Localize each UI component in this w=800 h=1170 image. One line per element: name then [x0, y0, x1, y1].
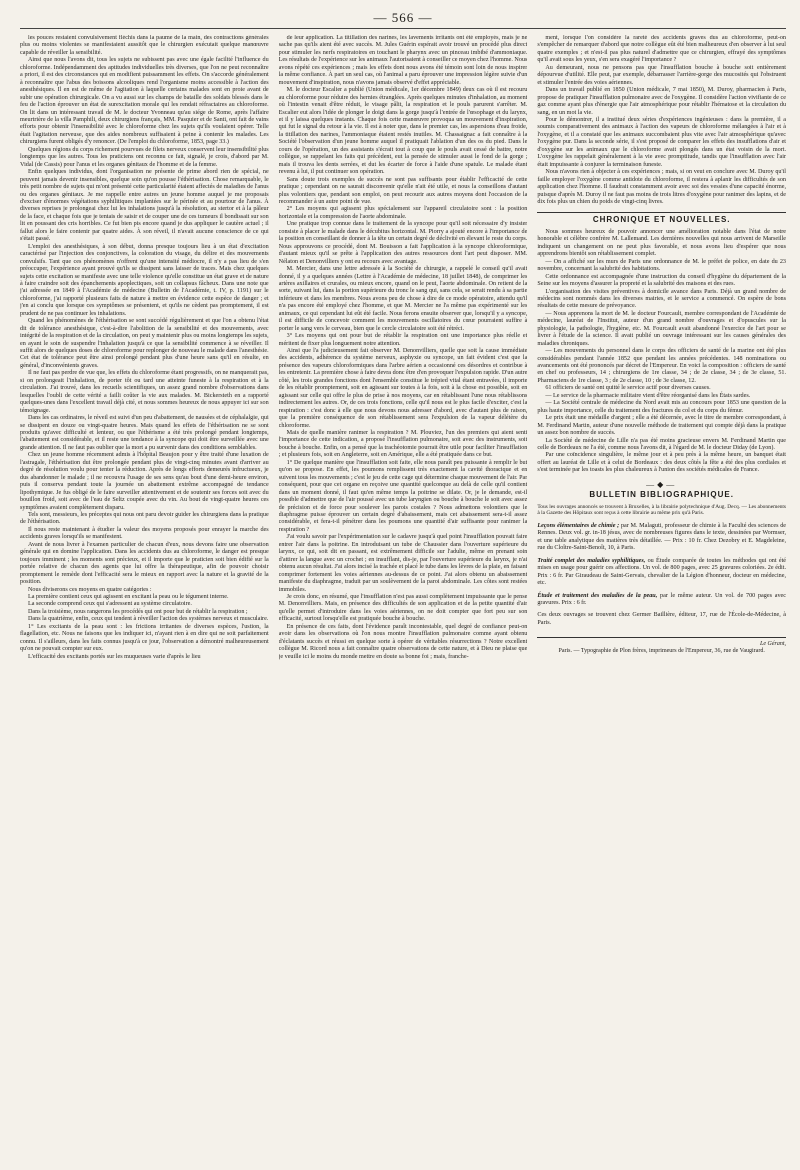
- paragraph: Je crois donc, en résumé, que l'insufflation n'est pas aussi complètement impuissante que le pense M. Denonvilliers. Mais, en présence des difficultés de son application et de la petite quantité d'air qu'elle permet d'introduire dans les voies aériennes, on ne doit compter que fort peu sur son efficacité, surtout lorsqu'elle est pratiquée bouche à bouche.: [278, 593, 528, 623]
- paragraph: Quelques régions du corps richement pourvues de filets nerveux conservent leur insensibilité plus longtemps que les autres. Tous les praticiens ont reconnu ce fait, signalé, je crois, d'abord par M. Vidal (de Cassis) pour l'anus et les organes génitaux de l'homme et de la femme.: [20, 146, 269, 168]
- column-2: [279, 35, 528, 1167]
- paragraph: La première contient ceux qui agissent en excitant la peau ou le tégument interne.: [28, 593, 229, 600]
- paragraph: les pouces restaient convulsivement fléchis dans la paume de la main, des contractions générales plus ou moins violentes se manifestaient aussitôt que le chirurgien exécutait quelque manœuvre capable de réveiller la sensibilité.: [20, 35, 269, 56]
- paragraph: L'efficacité des excitants portés sur les muqueuses varie d'après le lieu: [28, 653, 201, 660]
- paragraph: ment, lorsque l'on considère la rareté des accidents graves dus au chloroforme, peut-on s'empêcher de remarquer d'abord que notre collègue eût été bien malheureux d'en observer à lui seul quatre exemples ; et n'est-il pas plus naturel d'admettre que ce chirurgien, effrayé des symptômes qu'il avait sous les yeux, s'en sera exagéré l'importance ?: [537, 35, 786, 64]
- paragraph: 3° Les moyens qui ont pour but de rétablir la respiration ont une importance plus réelle et méritent de fixer plus longuement notre attention.: [278, 333, 528, 347]
- section-divider: [537, 212, 786, 213]
- paragraph: Dans la quatrième, enfin, ceux qui tendent à réveiller l'action des systèmes nerveux et musculaire.: [28, 616, 269, 623]
- news-item: — On a affiché sur les murs de Paris une ordonnance de M. le préfet de police, en date du 23 novembre, concernant la salubrité des habitations.: [537, 258, 786, 273]
- chronique-body: [537, 229, 786, 475]
- paragraph: Dans la troisième, nous rangerons les procédés qui ont pour but de rétablir la respiration ;: [28, 608, 248, 615]
- paragraph: L'emploi des anesthésiques, à son début, donna presque toujours lieu à un état d'excitation caractérisé par l'injection des conjonctives, la coloration du visage, du délire et des mouvements convulsifs. Tant que ces phénomènes n'offrent qu'une intensité médiocre, il n'y a pas lieu de s'en préoccuper, l'expérience ayant prouvé qu'ils se dissipent sans laisser de traces. Mais chez quelques sujets cette excitation se manifeste avec une telle violence qu'elle constitue un état grave et de nature à faire craindre soit des épanchements apoplectiques, soit un collapsus fâcheux. Dans une note que j'ai adressée en 1849 à l'Académie de médecine (Bulletin de l'Académie, t. IV, p. 1191) sur le chloroforme, j'ai rapporté plusieurs faits de nature à mettre en évidence cette espèce de danger ; et j'en ai conclu que lorsque ces symptômes se présentent, et qu'ils ne cèdent pas promptement, il est prudent de ne pas continuer les inhalations.: [20, 243, 269, 317]
- paragraph: Avant de nous livrer à l'examen particulier de chacun d'eux, nous devons faire une observation générale qui en domine l'application. Dans les accidents dus au chloroforme, le danger est presque toujours imminent ; les moments sont précieux, et il importe que le praticien soit bien édifié sur la portée relative de chacun des agents que lui offre la thérapeutique, afin de pouvoir choisir promptement le remède dont l'efficacité sera le mieux en rapport avec la nature et la gravité de la position.: [20, 541, 269, 586]
- column-3: [537, 35, 786, 1167]
- paragraph: J'ai voulu savoir par l'expérimentation sur le cadavre jusqu'à quel point l'insufflation pouvait faire entrer l'air dans la poitrine. En introduisant un tube de Chaussier dans l'ouverture supérieure du larynx, ce qui, soit dit en passant, est extrêmement difficile sur l'adulte, même en prenant soin d'attirer la langue avec un crochet ; en insufflant, dis-je, par l'ouverture supérieure du larynx, je n'ai obtenu aucun résultat. J'ai alors incisé la trachée et placé le tube dans les lèvres de la plaie, en faisant comprimer fortement les voies aériennes au-dessus de ce point. J'ai alors obtenu un abaissement manifeste du diaphragme, traduit par un soulèvement de la paroi abdominale. Les côtes sont restées immobiles.: [278, 534, 528, 593]
- news-item: Nous sommes heureux de pouvoir annoncer une amélioration notable dans l'état de notre honorable et célèbre confrère M. Lallemand. Les dernières nouvelles qui nous arrivent de Marseille indiquent un changement on ne peut plus favorable, et nous avons lieu d'espérer que nous apprendrons bientôt son rétablissement complet.: [537, 228, 786, 258]
- news-item: — Le service de la pharmacie militaire vient d'être réorganisé dans les États sardes.: [545, 392, 751, 399]
- gerant-label: Le Gérant,: [760, 641, 786, 648]
- news-item: La Société de médecine de Lille n'a pas été moins gracieuse envers M. Ferdinand Martin que celle de Bordeaux ne l'a été, comme nous l'avons dit, à l'égard de M. le docteur Diday (de Lyon).: [537, 437, 786, 452]
- paragraph: Dans les cas ordinaires, le réveil est suivi d'un peu d'abattement, de nausées et de céphalalgie, qui se dissipent en douze ou vingt-quatre heures. Mais quand les effets de l'éthérisation ne se sont produits qu'avec difficulté et lenteur, ou que l'éthérisme a été très prolongé pendant longtemps, l'abattement est considérable, et il reste une tendance à la syncope qui doit être surveillée avec une grande attention. Il ne faut pas oublier que la mort a pu survenir dans des conditions semblables.: [20, 415, 269, 451]
- bulletin-intro: Tous les ouvrages annoncés se trouvent à Bruxelles, à la librairie polytechnique d'Aug. Decq. — Les abonnements à la Gazette des Hôpitaux sont reçus à cette librairie au même prix qu'à Paris.: [537, 503, 786, 517]
- paragraph: Quand les phénomènes de l'éthérisation se sont succédé régulièrement et que l'on a obtenu l'état dit de tolérance anesthésique, c'est-à-dire l'abolition de la sensibilité et des mouvements, avec intégrité de la respiration et de la circulation, on peut y maintenir plus ou moins longtemps les sujets, en ayant le soin de suspendre l'inhalation jusqu'à ce que la sensibilité commence à se réveiller. Il suffit alors de quelques doses de chloroforme pour replonger de nouveau le malade dans l'anesthésie. Cet état de tolérance peut être ainsi prolongé pendant plus d'une heure sans qu'il en résulte, en général, d'inconvénients graves.: [20, 318, 269, 369]
- news-item: Le prix était une médaille d'argent ; elle a été décernée, avec le titre de membre correspondant, à M. Ferdinand Martin, auteur d'une nouvelle méthode de traitement qui compte déjà dans la pratique un assez bon nombre de succès.: [537, 415, 786, 437]
- bibliography-entry: [537, 593, 786, 608]
- paragraph: Ainsi que l'a judicieusement fait observer M. Denonvilliers, quelle que soit la cause immédiate des accidents, adhérence du système nerveux, asphyxie ou syncope, un fait évident c'est que la présence des vapeurs chloroformiques dans l'arbre aérien a occasionné ces désordres et contribue à les entretenir. La première chose à faire devra donc être d'en provoquer l'expulsion rapide. D'un autre côté, les trois grandes fonctions dont l'ensemble constitue le trépied vital étant entravées, il importe de les rétablir promptement, soit en agissant sur toutes à la fois, soit à la chose est possible, soit en agissant sur celle qui offre le plus de prise à nos moyens, car en rétablissant l'une nous rétablissons indirectement les autres. Or, de ces trois fonctions, celle qu'il nous est le plus facile d'exciter, c'est la respiration : c'est donc à elle que nous devons nous adresser d'abord, avec d'autant plus de raison, que la première conséquence de son rétablissement sera l'expulsion de la vapeur délétère du chloroforme.: [278, 348, 528, 429]
- paragraph: M. Mercier, dans une lettre adressée à la Société de chirurgie, a rappelé le conseil qu'il avait donné, il y a quelques années (Lettre à l'Académie de médecine, 18 juillet 1848), de comprimer les artères axillaires et crurales, ou mieux encore, quand on le peut, l'aorte abdominale. On retient de la sorte, suivant lui, dans la portion supérieure du tronc le sang qui, sans cela, se serait rendu à sa partie inférieure et dans les membres. Nous avons peu de chose à dire de ce mode opératoire, attendu qu'il n'a pas encore été employé chez l'homme, et que M. Mercier ne l'a même pas expérimenté sur les animaux, ce qui cependant lui eût été facile. Nous ferons ensuite observer que, lorsqu'il y a syncope, il est difficile de concevoir comment les mouvements oscillatoires du cœur pourraient suffire à porter le sang vers le cerveau, bien que le cercle circulatoire soit été rétréci.: [278, 266, 528, 332]
- article-columns: [20, 35, 786, 1167]
- paragraph: En présence de ces faits, dont l'évidence paraît incontestable, quel degré de confiance peut-on avoir dans les observations où l'on nous montre l'insufflation pulmonaire comme ayant obtenu d'éclatants succès et réussi en quelque sorte à opérer de véritables résurrections ? Notre excellent collègue M. Ricord nous a fait connaître quatre observations de cette nature, et à Dieu ne plaise que je veuille ici le moins du monde mettre en doute sa bonne foi ; mais, franche-: [278, 623, 528, 660]
- bibliography-entry: [537, 523, 786, 553]
- book-details: par le même auteur. Un vol. de 700 pages avec gravures. Prix : 6 fr.: [537, 592, 786, 606]
- paragraph: Enfin quelques individus, dont l'organisation ne présente de prime abord rien de spécial, ne peuvent jamais devenir insensibles, quelque soin qu'on pousse l'éthérisation. Chose remarquable, le très petit nombre de sujets qui m'ont présenté cette particularité étaient affectés de maladies de l'anus ou des organes génitaux. Je me rappelle entre autres un jeune homme auquel je me proposais d'exciser d'énormes végétations syphilitiques implantées sur le périnée et au pourtour de l'anus. À diverses reprises je prolongeai chez lui les inhalations jusqu'à la résolution, au stertor et à la pâleur de la face, et chaque fois que je tentais de saisir et de couper une de ces tumeurs il bondissait sur son lit en poussant des cris horribles. Ce fut bien pis encore quand je dus appliquer le cautère actuel ; il fallut alors le faire contenir par quatre aides. À son réveil, il n'avait aucune conscience de ce qui s'était passé.: [20, 169, 269, 243]
- imprint: Paris. — Typographie de Plon frères, imprimeurs de l'Empereur, 36, rue de Vaugirard.: [558, 648, 765, 655]
- paragraph: Nous diviserons ces moyens en quatre catégories :: [28, 586, 152, 593]
- news-item: — Nous apprenons la mort de M. le docteur Fourcault, membre correspondant de l'Académie de médecine, lauréat de l'Institut, auteur d'un grand nombre d'ouvrages et d'opuscules sur la physiologie, la pathologie, l'hygiène, etc. M. Fourcault avait abandonné l'exercice de l'art pour se livrer à l'étude de la science. Il avait publié un ouvrage intéressant sur les causes générales des maladies chroniques.: [537, 310, 786, 347]
- bibliography-entry: [537, 612, 786, 627]
- book-details: Ces deux ouvrages se trouvent chez Germer Baillière, éditeur, 17, rue de l'École-de-Médecine, à Paris.: [537, 612, 786, 626]
- paragraph: Dans un travail publié en 1850 (Union médicale, 7 mai 1850), M. Duroy, pharmacien à Paris, propose de pratiquer l'insufflation pulmonaire avec de l'oxygène. Il considère l'action vivifiante de ce gaz comme ayant plus d'énergie que l'air atmosphérique pour rétablir l'hématose et la circulation du sang, en un mot la vie.: [537, 87, 786, 116]
- page-number: — 566 —: [20, 10, 786, 29]
- paragraph: Chez un jeune homme récemment admis à l'hôpital Beaujon pour y être traité d'une luxation de l'astragale, l'éthérisation dut être prolongée pendant plus de vingt-cinq minutes avant d'arriver au degré de résolution voulu pour tenter la réduction. Après de longs efforts demeurés infructueux, je dus abandonner le malade ; il ne recouvra l'usage de ses sens qu'au bout d'une demi-heure environ, puis il conserva pendant toute la journée un abattement extrême accompagné de tendance lipothymique. Je fus obligé de le faire surveiller attentivement et de soutenir ses forces soit avec du bouillon froid, soit avec de l'eau de Seltz coupée avec du vin. Au bout de vingt-quatre heures ces symptômes avaient complètement disparu.: [20, 452, 269, 511]
- news-item: — Les mouvements du personnel dans le corps des officiers de santé de la marine ont été plus considérables pendant l'année 1852 que pendant les années précédentes. 148 nominations ou avancements ont été prononcés par décret de l'Empereur. En voici la composition : officiers de santé en chef ou professeurs, 14 ; chirurgiens de 1re classe, 34 ; de 2e classe, 34 ; de 3e classe, 51. Pharmaciens de 1re classe, 3 ; de 2e classe, 10 ; de 3e classe, 12.: [537, 348, 786, 384]
- paragraph: Nous n'avons rien à objecter à ces expériences ; mais, si on veut en conclure avec M. Duroy qu'il faille employer l'oxygène comme antidote du chloroforme, il restera à aplanir les difficultés de son application chez l'homme. Il faudrait constamment avoir avec soi des vessies d'une capacité énorme, puisque d'après M. Duroy il ne faut pas moins de trois litres d'oxygène pour ranimer des lapins, et de dix fois plus un chien du poids de vingt-cinq livres.: [537, 169, 786, 205]
- news-item: L'organisation des visites préventives à domicile avance dans Paris. Déjà un grand nombre de médecins sont nommés dans les diverses mairies, et le service a commencé. On espère de bons résultats de cette mesure de prévoyance.: [537, 288, 786, 310]
- book-title: Leçons élémentaires de chimie ;: [537, 522, 620, 529]
- paragraph: Il ne faut pas perdre de vue que, les effets du chloroforme étant progressifs, on ne manquerait pas, si on prolongeait l'inhalation, de porter tôt ou tard une atteinte funeste à la respiration et à la circulation. J'ai trouvé, dans les recueils scientifiques, un assez grand nombre d'observations dans lesquelles l'oubli de cette vérité a failli coûter la vie aux malades. M. Bickersteth en a rapporté quelques-unes dans l'excellent travail déjà cité, et nous sommes heureux de nous appuyer ici sur son témoignage.: [20, 370, 269, 414]
- paragraph: Ainsi que nous l'avons dit, tous les sujets ne subissent pas avec une égale facilité l'influence du chloroforme. Indépendamment des aptitudes individuelles très diverses, que l'on ne peut reconnaître a priori, il est des circonstances qui en modifient puissamment les effets. On s'accorde généralement à reconnaître que l'abus des boissons alcooliques rend l'organisme moins accessible à l'action des anesthésiques. Il en est de même de l'agitation à laquelle certains malades sont en proie avant de subir une opération chirurgicale. On a vu aussi sur les champs de bataille des soldats blessés dans le feu de l'action éprouver un état de surexcitation morale qui les rendait réfractaires au chloroforme. On lit dans un intéressant travail de M. le docteur Yvonneau qu'au siége de Rome, après l'affaire meurtrière de la villa Pamphili, deux chirurgiens français, MM. Pasquier et de Santi, ont fait de vains efforts pour obtenir l'insensibilité avec le chloroforme chez les sujets qu'ils voulaient opérer. Telle était l'agitation nerveuse, que des aides nombreux suffisaient à peine à contenir les malades. Les chirurgiens furent obligés d'y renoncer. (De l'emploi du chloroforme, 1853, page 33.): [20, 57, 269, 146]
- paragraph: Pour le démontrer, il a institué deux séries d'expériences ingénieuses : dans la première, il a soumis comparativement des animaux à l'action des vapeurs de chloroforme mélangées à l'air et à l'oxygène, et il a constaté que les animaux succombaient plus vite avec l'air atmosphérique qu'avec l'oxygène pur. Dans la seconde série, il s'est proposé de comparer les effets des insufflations d'air et d'oxygène sur les animaux que le chloroforme avait plongés dans un état voisin de la mort. L'oxygène les rappelait généralement à la vie avec promptitude, tandis que l'insufflation avec l'air était impuissante à conjurer la terminaison funeste.: [537, 116, 786, 168]
- paragraph: Mais de quelle manière ranimer la respiration ? M. Plouviez, l'un des premiers qui aient senti l'importance de cette indication, a proposé l'insufflation pulmonaire, soit avec des instruments, soit bouche à bouche. Enfin, on a pensé que la trachéotomie pourrait être utile pour faciliter l'insufflation ; et plusieurs fois, soit en Angleterre, soit en Amérique, elle a été pratiquée dans ce but.: [278, 430, 528, 459]
- ornament-divider: —◆—: [646, 479, 678, 489]
- paragraph: 1° De quelque manière que l'insufflation soit faite, elle nous paraît peu puissante à remplir le but qu'on se propose. En effet, les poumons remplissent très exactement la cavité thoracique et en suivent tous les mouvements ; c'est le jeu de cette cage qui détermine chaque mouvement de l'air. Par conséquent, pour que cet organe en reçoive une quantité quelconque au delà de celle qu'il contient dans un moment donné, il faut qu'en même temps la poitrine se dilate. Or, je le demande, est-il possible d'admettre que de l'air poussé avec un tube laryngien ou bouche à bouche le soit avec assez de précision et de force pour soulever les parois costales ? Nous admettons volontiers que le diaphragme puisse éprouver un certain degré d'abaissement, mais cet abaissement sera-t-il assez considérable, et fera-t-il pénétrer dans les poumons une quantité d'air suffisante pour ranimer la respiration ?: [278, 459, 528, 533]
- bulletin-entries: [537, 523, 786, 627]
- news-item: Par une coïncidence singulière, le même jour et à peu près à la même heure, un banquet était offert au lauréat de Lille et à celui de Bordeaux : des deux côtés la fête a été des plus cordiales et s'est terminée par les toasts les plus chaleureux à l'union des sociétés médicales de France.: [537, 452, 786, 474]
- news-item: — La Société centrale de médecine du Nord avait mis au concours pour 1853 une question de la plus haute importance, celle du traitement des fractures du col et du corps du fémur.: [537, 400, 786, 414]
- bibliography-entry: [537, 558, 786, 588]
- paragraph: de leur application. La titillation des narines, les lavements irritants ont été employés, mais je ne sache pas qu'ils aient été avec succès. M. Jules Guérin espérait avoir trouvé un procédé plus direct pour stimuler les nerfs respiratoires en touchant le pharynx avec un pinceau imbibé d'ammoniaque. Les résultats de l'expérience sur les animaux l'autorisaient à conseiller ce moyen chez l'homme. Nous avons répété ces expériences ; mais les effets dont nous avons été témoin sont loin de nous inspirer la même confiance. À part un seul cas, où l'animal a paru éprouver une impression légère suivie d'un mouvement d'inspiration, nous n'avons jamais observé d'effet appréciable.: [278, 35, 528, 86]
- bulletin-title: BULLETIN BIBLIOGRAPHIQUE.: [589, 490, 734, 500]
- article-continuation: [537, 35, 786, 206]
- paragraph: Une pratique trop connue dans le traitement de la syncope pour qu'il soit nécessaire d'y insister consiste à placer le malade dans le décubitus horizontal. M. Piorry a ajouté encore à l'importance de la position en conseillant de donner à la tête un certain degré de déclivité en élevant le reste du corps. Nous approuvons ce procédé, dont M. Bouisson a fait l'application à la syncope chloroformique, d'autant mieux qu'il se prête à l'application des autres ressources dont l'art peut disposer. MM. Nélaton et Denonvilliers y ont eu recours avec avantage.: [278, 221, 528, 265]
- book-details: par M. Malaguti, professeur de chimie à la Faculté des sciences de Rennes. Deux vol. gr. in-18 jésus, avec de nombreuses figures dans le texte, dessinées par Wormser, et une table analytique des matières très détaillée. — Prix : 10 fr. Chez Dezobry et E. Magdeleine, rue du Cloître-Saint-Benoît, 10, à Paris.: [537, 522, 786, 552]
- paragraph: Au demeurant, nous ne pensons pas que l'insufflation bouche à bouche soit entièrement dépourvue d'utilité. Elle peut, par exemple, débarrasser l'arrière-gorge des mucosités qui l'obstruent et stimuler l'entrée des voies aériennes.: [537, 64, 786, 86]
- paragraph: M. le docteur Escalier a publié (Union médicale, 1er décembre 1849) deux cas où il est recouru au chloroforme pour réduire des hernies étranglées. Après quelques minutes d'inhalation, au moment où l'intestin venait d'être réduit, le visage pâlit, la respiration et le pouls parurent s'arrêter. M. Escalier eut alors l'idée de plonger le doigt dans la gorge jusqu'à l'entrée de l'œsophage et du larynx, et il y laissa quelques instants. Chaque fois cette manœuvre provoqua un mouvement d'inspiration, qui fut le signal du retour à la vie. Il est à noter que, dans le premier cas, les aspersions d'eau froide, la titillation des narines, l'ammoniaque étaient restés inutiles. M. Chassaignac a fait connaître à la Société l'observation d'un jeune homme auquel il pratiquait l'ablation d'un des os du pied. Dans le cours de l'opération, un des assistants s'écrait tout à coup que le pouls avait cessé de battre, notre collègue, se rappelant les faits qui précèdent, eut la pensée de stimuler aussi le fond de la gorge ; mais il trouva les dents serrées, et dut les écarter de force à l'aide d'une spatule. Le malade étant revenu à lui, il put continuer son opération.: [278, 87, 528, 176]
- paragraph: 2° Les moyens qui agissent plus spécialement sur l'appareil circulatoire sont : la position horizontale et la compression de l'aorte abdominale.: [278, 206, 528, 220]
- book-title: Étude et traitement des maladies de la peau,: [537, 592, 658, 599]
- paragraph: Tels sont, messieurs, les préceptes qui nous ont paru devoir guider les chirurgiens dans la pratique de l'éthérisation.: [20, 512, 269, 526]
- paragraph: Il nous reste maintenant à étudier la valeur des moyens proposés pour enrayer la marche des accidents graves lorsqu'ils se manifestent.: [20, 526, 269, 541]
- news-item: Cette ordonnance est accompagnée d'une instruction du conseil d'hygiène du département de la Seine sur les moyens d'assurer la propreté et la salubrité des maisons et des rues.: [537, 273, 786, 288]
- chronique-title: CHRONIQUE ET NOUVELLES.: [592, 215, 731, 225]
- book-details: ou Étude comparée de toutes les méthodes qui ont été mises en usage pour guérir ces affections. Un vol. de 800 pages, avec 25 gravures coloriées. 2e édit. Prix : 6 fr. Par Giraudeau de Saint-Gervais, chevalier de la Légion d'honneur, docteur en médecine, etc.: [537, 557, 786, 587]
- book-title: Traité complet des maladies syphilitiques,: [537, 557, 646, 564]
- column-1: [20, 35, 269, 1167]
- paragraph: 1° Les excitants de la peau sont : les frictions irritantes de diverses espèces, l'ustion, la flagellation, etc. Nous ne faisons que les indiquer ici, n'ayant rien à en dire qui ne soit parfaitement connu. Il s'ailleurs, dans les faits connus jusqu'à ce jour, l'observation a démontré malheureusement qu'on ne pouvait compter sur eux.: [20, 623, 269, 653]
- paragraph: Sans doute trois exemples de succès ne sont pas suffisants pour établir l'efficacité de cette pratique ; cependant on ne saurait disconvenir qu'elle n'ait été utile, et nous la conseillons d'autant plus volontiers que, pendant son emploi, on peut recourir aux autres moyens dont l'occasion de la recommander à un autre point de vue.: [278, 176, 528, 205]
- page-footer: [537, 637, 786, 655]
- paragraph: La seconde comprend ceux qui s'adressent au système circulatoire.: [28, 601, 192, 608]
- news-item: 61 officiers de santé ont quitté le service actif pour diverses causes.: [545, 385, 711, 392]
